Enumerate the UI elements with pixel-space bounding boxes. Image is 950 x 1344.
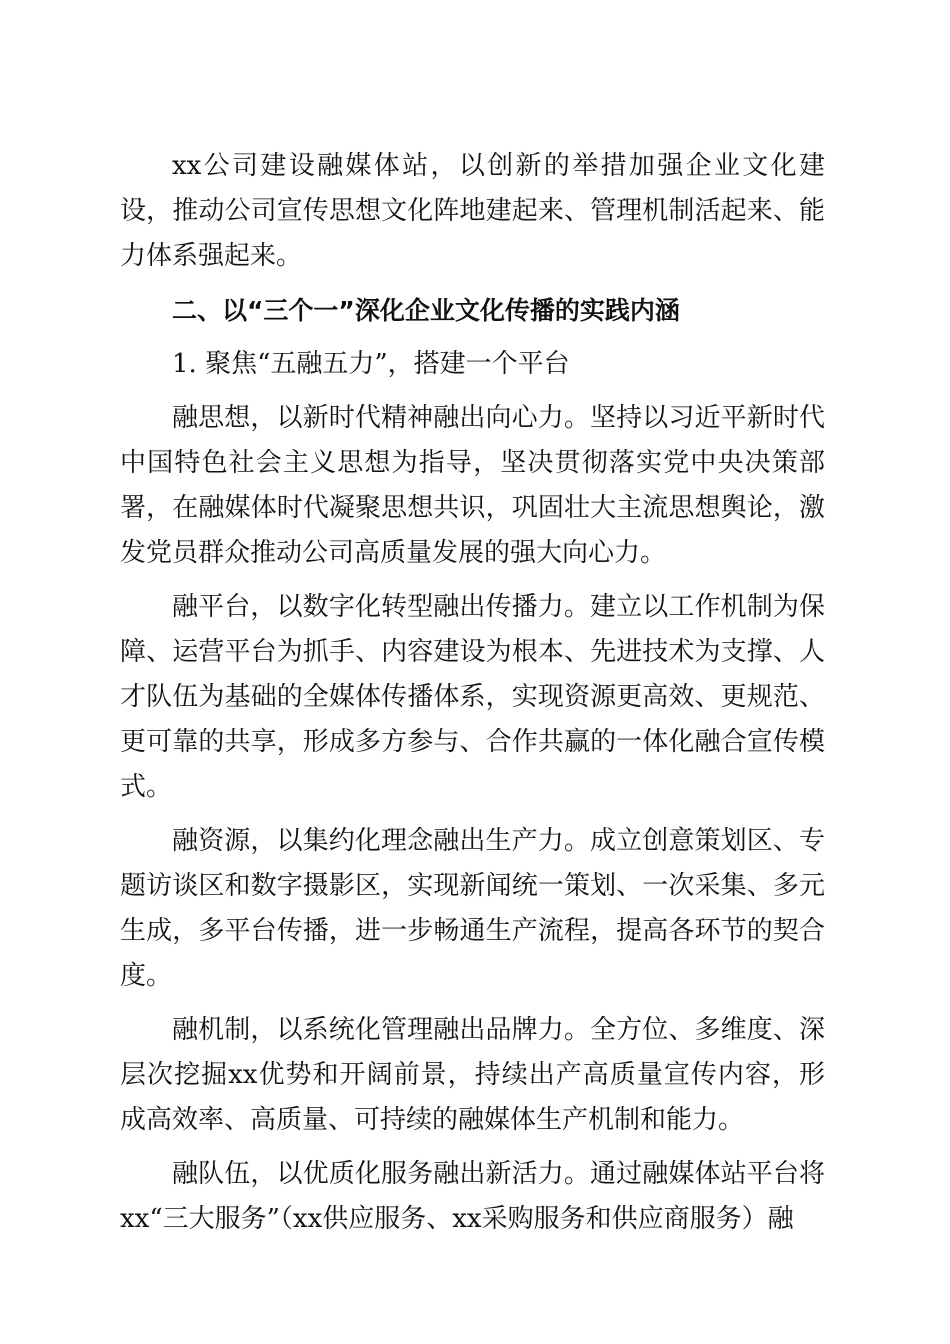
subsection-heading: 1. 聚焦“五融五力”，搭建一个平台 [172, 349, 570, 379]
paragraph-thought: 融思想，以新时代精神融出向心力。坚持以习近平新时代中国特色社会主义思想为指导，坚决贯彻落实党中央决策部署，在融媒体时代凝聚思想共识，巩固壮大主流思想舆论，激发党员群众推动公司高质量发展的强大向心力。 [120, 403, 825, 568]
paragraph-resources: 融资源，以集约化理念融出生产力。成立创意策划区、专题访谈区和数字摄影区，实现新闻统一策划、一次采集、多元生成，多平台传播，进一步畅通生产流程，提高各环节的契合度。 [120, 826, 825, 991]
paragraph-team: 融队伍，以优质化服务融出新活力。通过融媒体站平台将xx“三大服务”（xx供应服务、xx采购服务和供应商服务）融 [120, 1159, 825, 1234]
paragraph-platform: 融平台，以数字化转型融出传播力。建立以工作机制为保障、运营平台为抓手、内容建设为根本、先进技术为支撑、人才队伍为基础的全媒体传播体系，实现资源更高效、更规范、更可靠的共享，形成多方参与、合作共赢的一体化融合宣传模式。 [120, 592, 825, 802]
intro-paragraph: xx公司建设融媒体站，以创新的举措加强企业文化建设，推动公司宣传思想文化阵地建起来、管理机制活起来、能力体系强起来。 [120, 151, 825, 271]
paragraph-mechanism: 融机制，以系统化管理融出品牌力。全方位、多维度、深层次挖掘xx优势和开阔前景，持续出产高质量宣传内容，形成高效率、高质量、可持续的融媒体生产机制和能力。 [120, 1015, 825, 1135]
document-body [120, 144, 825, 1251]
section-heading: 二、以“三个一”深化企业文化传播的实践内涵 [172, 296, 680, 325]
